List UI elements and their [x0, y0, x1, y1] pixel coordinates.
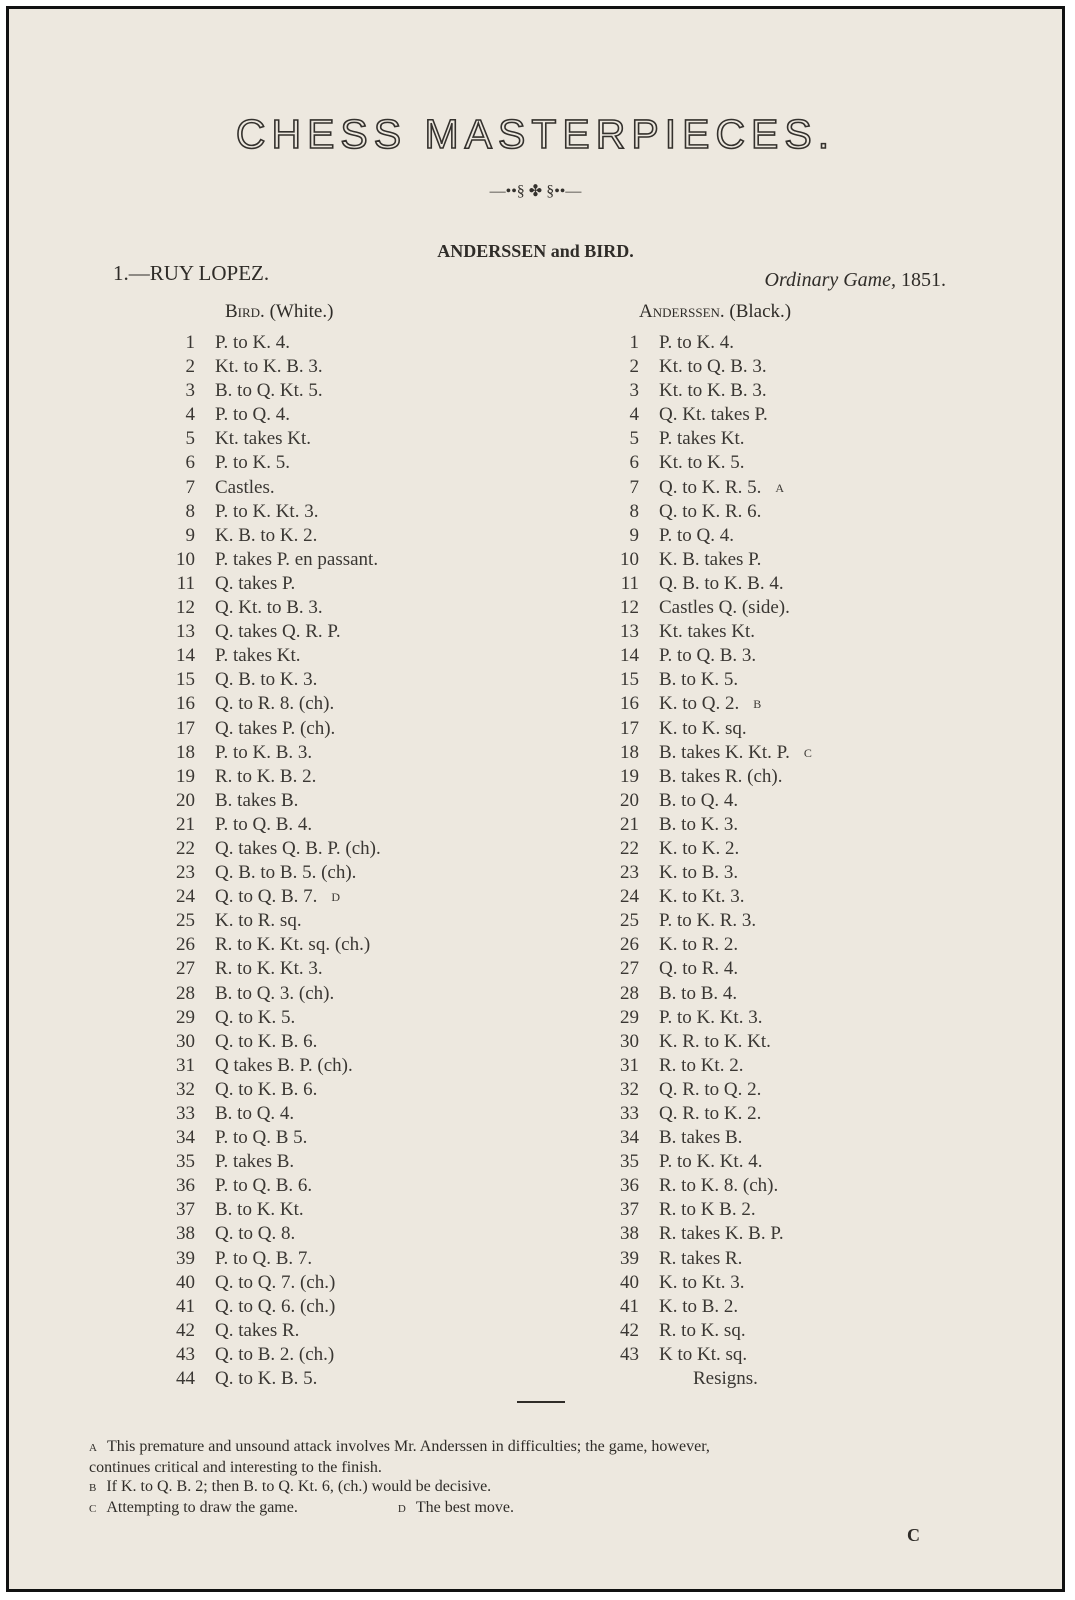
move-text: P. to K. 5. [215, 452, 290, 474]
move-number: 14 [620, 645, 639, 667]
move-number: 29 [176, 1006, 195, 1028]
move-row [597, 1247, 813, 1271]
move-row [597, 451, 813, 475]
move-text: Q. R. to Q. 2. [659, 1078, 762, 1100]
move-number: 3 [185, 380, 195, 402]
game-info [765, 269, 946, 292]
move-row [153, 1247, 381, 1271]
move-row [597, 982, 813, 1006]
move-number: 16 [176, 693, 195, 715]
move-row [153, 572, 381, 596]
move-number: 20 [620, 789, 639, 811]
move-row [153, 1271, 381, 1295]
move-text: B. to Q. Kt. 5. [215, 380, 323, 402]
move-number: 22 [620, 837, 639, 859]
move-row [597, 789, 813, 813]
move-row [597, 548, 813, 572]
move-row [153, 837, 381, 861]
move-row [597, 620, 813, 644]
footnote-a-label: A [89, 1442, 97, 1454]
move-row [153, 1367, 381, 1391]
move-number: 15 [176, 669, 195, 691]
move-number: 31 [620, 1054, 639, 1076]
move-row [153, 1150, 381, 1174]
move-row [597, 1030, 813, 1054]
move-number: 18 [620, 741, 639, 763]
move-text: Q. to Q. 6. (ch.) [215, 1295, 336, 1317]
game-players-heading: ANDERSSEN and BIRD. [437, 241, 634, 261]
move-text: P. to Q. B. 3. [659, 645, 757, 667]
move-number: 5 [629, 428, 639, 450]
move-number: 36 [620, 1175, 639, 1197]
move-row [597, 1198, 813, 1222]
move-text: R. to K. 8. (ch). [659, 1175, 779, 1197]
move-number: 21 [176, 813, 195, 835]
move-number: 25 [176, 910, 195, 932]
move-text: Q. takes Q. B. P. (ch). [215, 837, 381, 859]
move-row [597, 717, 813, 741]
move-text: P. takes Kt. [659, 428, 745, 450]
move-text: Q. to Q. 8. [215, 1223, 296, 1245]
move-row [597, 837, 813, 861]
move-text: R. to K. Kt. sq. (ch.) [215, 934, 371, 956]
move-row [153, 1174, 381, 1198]
move-row [597, 476, 813, 500]
move-row [597, 741, 813, 765]
move-text: K. to R. 2. [659, 934, 739, 956]
move-number: 41 [620, 1295, 639, 1317]
move-number: 5 [185, 428, 195, 450]
move-row [153, 644, 381, 668]
move-number: 2 [185, 356, 195, 378]
move-text: B. takes B. [215, 789, 299, 811]
move-text: P. to K. Kt. 4. [659, 1151, 763, 1173]
footnote-c-label: C [89, 1503, 97, 1515]
move-text: Q. to K. R. 5. [659, 476, 762, 498]
move-text: Q. R. to K. 2. [659, 1103, 762, 1124]
move-text: Q. to K. B. 5. [215, 1368, 318, 1390]
move-text: K. to Q. 2. [659, 693, 740, 715]
move-text: P. to K. R. 3. [659, 910, 757, 932]
move-number: 11 [176, 572, 195, 594]
move-number: 29 [620, 1006, 639, 1028]
footnote-b-label: B [89, 1482, 97, 1494]
move-text: B. to K. 5. [659, 669, 739, 691]
move-row [153, 1078, 381, 1102]
move-row [153, 668, 381, 692]
move-number: 24 [620, 886, 639, 908]
move-text: Q. to K. 5. [215, 1006, 296, 1028]
move-text: K. to B. 3. [659, 862, 739, 884]
move-row [153, 885, 381, 909]
move-number: 8 [185, 500, 195, 522]
move-number: 4 [185, 404, 195, 426]
move-row [153, 620, 381, 644]
footnote-marker: C [803, 745, 813, 760]
move-row [597, 1006, 813, 1030]
game-type: Ordinary Game, [764, 269, 896, 291]
black-player-side: (Black.) [729, 301, 792, 322]
move-row [597, 644, 813, 668]
move-text: K. to B. 2. [659, 1295, 739, 1317]
move-row [597, 1054, 813, 1078]
move-number: 22 [176, 837, 195, 859]
footnote-c-text: Attempting to draw the game. [106, 1499, 298, 1516]
footnote-a-continued: continues critical and interesting to the finish. [89, 1459, 382, 1476]
move-text: Q. to B. 2. (ch.) [215, 1343, 335, 1365]
move-number: 9 [185, 524, 195, 546]
move-text: Castles Q. (side). [659, 597, 790, 619]
move-number: 7 [185, 476, 195, 498]
move-number: 27 [176, 958, 195, 980]
move-row [597, 572, 813, 596]
section-divider [517, 1401, 565, 1403]
move-text: Q. to K. R. 6. [659, 500, 762, 522]
move-row [153, 909, 381, 933]
move-text: K. to K. 2. [659, 837, 740, 859]
move-row [597, 403, 813, 427]
move-text: P. to Q. B. 4. [215, 813, 313, 835]
move-number: 17 [620, 717, 639, 739]
white-moves-list [153, 331, 381, 1391]
move-row [597, 813, 813, 837]
move-row [153, 789, 381, 813]
move-row [597, 668, 813, 692]
move-row [153, 500, 381, 524]
move-text: Q. to R. 4. [659, 958, 739, 980]
move-number: 43 [620, 1343, 639, 1365]
move-number: 32 [176, 1078, 195, 1100]
move-row [153, 1102, 381, 1126]
footnote-c-d-row [89, 1498, 1009, 1519]
move-number: 8 [629, 500, 639, 522]
move-row [597, 1150, 813, 1174]
move-number: 28 [620, 982, 639, 1004]
move-number: 42 [620, 1319, 639, 1341]
move-number: 19 [176, 765, 195, 787]
move-row [153, 1054, 381, 1078]
move-number: 38 [620, 1223, 639, 1245]
footnote-b-text: If K. to Q. B. 2; then B. to Q. Kt. 6, (ch.) would be decisive. [106, 1478, 492, 1495]
move-row [153, 1319, 381, 1343]
move-row [153, 524, 381, 548]
move-row [153, 982, 381, 1006]
move-text: K to Kt. sq. [659, 1343, 748, 1365]
move-row [597, 355, 813, 379]
move-text: P. to K. 4. [215, 332, 290, 353]
move-number: 10 [176, 548, 195, 570]
move-text: P. to K. 4. [659, 332, 734, 353]
move-row [153, 403, 381, 427]
move-text: Q. takes P. [215, 572, 296, 594]
move-number: 6 [629, 452, 639, 474]
move-row [597, 692, 813, 716]
footnote-d [398, 1498, 514, 1519]
move-text: P. takes B. [215, 1151, 295, 1173]
move-number: 12 [176, 597, 195, 619]
move-row [153, 813, 381, 837]
footnote-marker: A [775, 480, 786, 495]
move-number: 7 [629, 476, 639, 498]
move-number: 35 [176, 1151, 195, 1173]
move-row [597, 1319, 813, 1343]
title-ornament: —••§ ✤ §••— [489, 183, 582, 200]
move-number: 30 [620, 1030, 639, 1052]
white-column-header [225, 301, 333, 323]
book-page [6, 6, 1065, 1592]
footnotes [89, 1437, 1009, 1519]
page-title: CHESS MASTERPIECES. [235, 111, 836, 157]
move-text: Q. takes Q. R. P. [215, 621, 341, 643]
move-number: 40 [176, 1271, 195, 1293]
move-number: 25 [620, 910, 639, 932]
black-column-header [639, 301, 791, 323]
move-text: R. to Kt. 2. [659, 1054, 744, 1076]
move-number: 21 [620, 813, 639, 835]
move-text: R. to K B. 2. [659, 1199, 756, 1221]
move-number: 12 [620, 597, 639, 619]
move-text: Q. to R. 8. (ch). [215, 693, 335, 715]
move-text: Kt. to Q. B. 3. [659, 356, 767, 378]
move-number: 1 [185, 332, 195, 353]
move-number: 16 [620, 693, 639, 715]
move-number: 35 [620, 1151, 639, 1173]
move-text: Q. Kt. to B. 3. [215, 597, 323, 619]
move-row [597, 933, 813, 957]
move-row [153, 355, 381, 379]
move-row [597, 1222, 813, 1246]
move-text: Q. takes R. [215, 1319, 300, 1341]
move-text: Q. Kt. takes P. [659, 404, 768, 426]
move-number: 17 [176, 717, 195, 739]
move-row [153, 765, 381, 789]
move-row [153, 379, 381, 403]
move-row [597, 500, 813, 524]
move-number: 24 [176, 886, 195, 908]
move-number: 13 [620, 621, 639, 643]
move-number: 34 [620, 1127, 639, 1149]
footnote-a [89, 1437, 1009, 1458]
move-number: 4 [629, 404, 639, 426]
move-text: Q. B. to K. 3. [215, 669, 318, 691]
move-text: B. takes K. Kt. P. [659, 741, 790, 763]
move-row [153, 692, 381, 716]
move-number: 2 [629, 356, 639, 378]
move-text: P. to Q. B. 6. [215, 1175, 313, 1197]
move-number: 42 [176, 1319, 195, 1341]
move-row [153, 596, 381, 620]
move-row [153, 1295, 381, 1319]
move-text: Q. to K. B. 6. [215, 1030, 318, 1052]
move-text: R. to K. sq. [659, 1319, 746, 1341]
footnote-d-text: The best move. [415, 1499, 515, 1516]
move-text: B. to Q. 3. (ch). [215, 982, 335, 1004]
move-text: B. to B. 4. [659, 982, 738, 1004]
move-text: P. takes Kt. [215, 645, 301, 667]
move-row [597, 1174, 813, 1198]
move-row [597, 861, 813, 885]
move-row [153, 427, 381, 451]
move-row [153, 741, 381, 765]
move-text: Kt. takes Kt. [215, 428, 312, 450]
move-text: Castles. [215, 476, 275, 498]
footnote-marker: D [331, 890, 342, 905]
footnote-b [89, 1477, 1009, 1498]
move-number: 9 [629, 524, 639, 546]
move-text: Kt. to K. B. 3. [215, 356, 323, 378]
move-text: P. to Q. B. 7. [215, 1247, 313, 1269]
move-number: 27 [620, 958, 639, 980]
move-row [153, 331, 381, 355]
move-text: Q. to Q. 7. (ch.) [215, 1271, 336, 1293]
move-text: P. takes P. en passant. [215, 548, 379, 570]
move-number: 20 [176, 789, 195, 811]
move-number: 39 [620, 1247, 639, 1269]
move-row [597, 909, 813, 933]
move-text: B. takes B. [659, 1127, 743, 1149]
move-text: Q. B. to K. B. 4. [659, 572, 784, 594]
move-number: 41 [176, 1295, 195, 1317]
move-row [597, 957, 813, 981]
move-number: 26 [620, 934, 639, 956]
move-text: B. to K. 3. [659, 813, 739, 835]
move-text: Kt. to K. B. 3. [659, 380, 767, 402]
move-text: P. to K. Kt. 3. [215, 500, 319, 522]
move-row [597, 524, 813, 548]
black-player-name: Anderssen. [639, 301, 725, 322]
move-number: 40 [620, 1271, 639, 1293]
move-text: R. to K. Kt. 3. [215, 958, 323, 980]
move-text: R. to K. B. 2. [215, 765, 317, 787]
move-row [597, 427, 813, 451]
move-row [597, 379, 813, 403]
move-text: K. B. takes P. [659, 548, 762, 570]
move-number: 15 [620, 669, 639, 691]
move-number: 30 [176, 1030, 195, 1052]
move-text: K. to K. sq. [659, 717, 747, 739]
move-text: Q. to Q. B. 7. [215, 886, 318, 908]
move-number: 34 [176, 1127, 195, 1149]
move-number: 18 [176, 741, 195, 763]
move-text: P. to K. Kt. 3. [659, 1006, 763, 1028]
footnote-marker: B [753, 697, 763, 712]
move-text: P. to Q. 4. [659, 524, 734, 546]
move-row [153, 1198, 381, 1222]
move-row [153, 1222, 381, 1246]
move-row [153, 957, 381, 981]
move-text: Kt. takes Kt. [659, 621, 756, 643]
opening-name: 1.—RUY LOPEZ. [113, 261, 270, 285]
move-text: P. to K. B. 3. [215, 741, 313, 763]
move-text: Q. takes P. (ch). [215, 717, 336, 739]
white-player-side: (White.) [269, 301, 334, 322]
game-year: 1851. [901, 269, 946, 291]
move-text: K. to R. sq. [215, 910, 302, 932]
move-number: 10 [620, 548, 639, 570]
move-row [597, 1295, 813, 1319]
move-row [597, 1343, 813, 1367]
move-number: 38 [176, 1223, 195, 1245]
move-text: P. to Q. B 5. [215, 1127, 308, 1149]
move-row [153, 1343, 381, 1367]
move-row [153, 548, 381, 572]
move-text: B. to Q. 4. [215, 1103, 295, 1124]
white-player-name: Bird. [225, 301, 265, 322]
move-row [153, 1030, 381, 1054]
move-text: K. B. to K. 2. [215, 524, 318, 546]
move-text: R. takes R. [659, 1247, 743, 1269]
move-row [597, 596, 813, 620]
footnote-a-text: This premature and unsound attack involves Mr. Anderssen in difficulties; the game, however, [106, 1438, 710, 1455]
move-row [597, 1078, 813, 1102]
move-row [153, 451, 381, 475]
page-signature: C [907, 1525, 920, 1545]
move-number: 14 [176, 645, 195, 667]
move-row [153, 1126, 381, 1150]
move-row [153, 476, 381, 500]
move-number: 31 [176, 1054, 195, 1076]
move-text: K. R. to K. Kt. [659, 1030, 771, 1052]
move-row [597, 1102, 813, 1126]
move-number: 36 [176, 1175, 195, 1197]
move-number: 39 [176, 1247, 195, 1269]
move-text: Kt. to K. 5. [659, 452, 745, 474]
move-number: 26 [176, 934, 195, 956]
move-number: 23 [176, 862, 195, 884]
move-text: B. to K. Kt. [215, 1199, 304, 1221]
footnote-c [89, 1498, 298, 1519]
move-text: R. takes K. B. P. [659, 1223, 784, 1245]
move-text: B. takes R. (ch). [659, 765, 783, 787]
move-text: B. to Q. 4. [659, 789, 739, 811]
move-number: 32 [620, 1078, 639, 1100]
move-number: 11 [620, 572, 639, 594]
move-number: 6 [185, 452, 195, 474]
move-text: Q takes B. P. (ch). [215, 1054, 353, 1076]
move-number: 44 [176, 1368, 195, 1390]
move-row [153, 1006, 381, 1030]
move-row [153, 861, 381, 885]
move-number: 3 [629, 380, 639, 402]
move-number: 28 [176, 982, 195, 1004]
move-number: 43 [176, 1343, 195, 1365]
move-text: Q. B. to B. 5. (ch). [215, 862, 357, 884]
move-number: 1 [629, 332, 639, 353]
footnote-d-label: D [397, 1503, 406, 1515]
move-row [597, 331, 813, 355]
move-row [153, 717, 381, 741]
move-row [597, 1126, 813, 1150]
move-text: K. to Kt. 3. [659, 1271, 745, 1293]
move-row [153, 933, 381, 957]
game-result: Resigns. [693, 1368, 758, 1390]
move-text: K. to Kt. 3. [659, 886, 745, 908]
move-number: 23 [620, 862, 639, 884]
black-moves-list [597, 331, 813, 1391]
move-number: 33 [620, 1103, 639, 1124]
move-number: 33 [176, 1103, 195, 1124]
move-row [597, 885, 813, 909]
move-text: Q. to K. B. 6. [215, 1078, 318, 1100]
move-row [597, 1271, 813, 1295]
move-text: P. to Q. 4. [215, 404, 290, 426]
move-row [597, 765, 813, 789]
move-number: 37 [176, 1199, 195, 1221]
move-number: 13 [176, 621, 195, 643]
move-number: 37 [620, 1199, 639, 1221]
move-number: 19 [620, 765, 639, 787]
